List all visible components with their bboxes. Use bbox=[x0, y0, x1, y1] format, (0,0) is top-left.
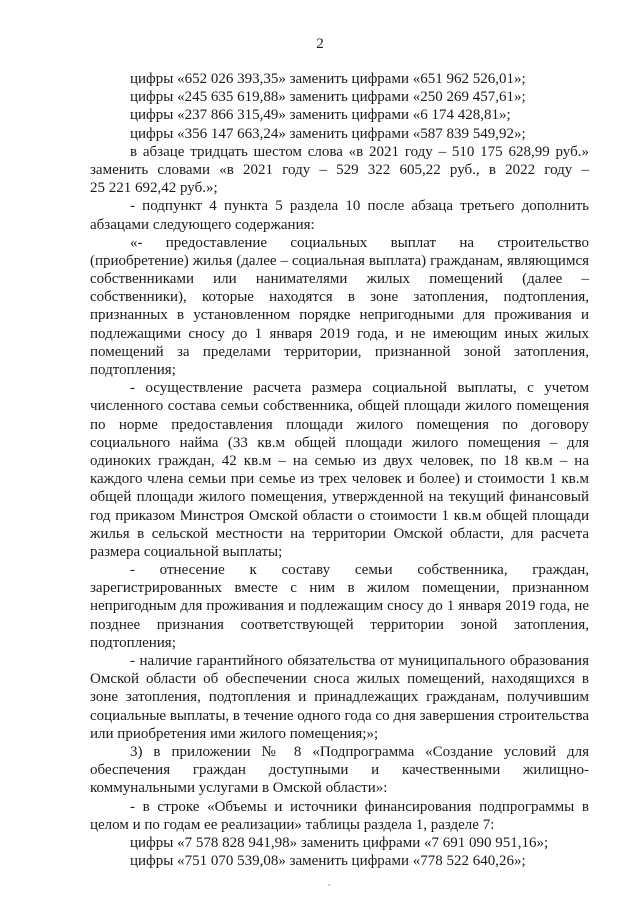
text-line: цифры «245 635 619,88» заменить цифрами «250 269 457,61»; bbox=[130, 89, 526, 106]
text-line: в абзаце тридцать шестом слова «в 2021 году – 510 175 628,99 руб.» bbox=[130, 143, 589, 160]
text-line: - осуществление расчета размера социальной выплаты, с учетом bbox=[130, 380, 589, 397]
text-line: заменить словами «в 2021 году – 529 322 605,22 руб., в 2022 году – bbox=[90, 161, 589, 178]
text-line: собственниками или нанимателями жилых помещений (далее – bbox=[90, 271, 589, 288]
text-line: признанных в установленном порядке непригодными для проживания и bbox=[90, 307, 589, 324]
text-line: по норме предоставления площади жилого помещения по договору bbox=[90, 416, 589, 433]
text-line: абзацами следующего содержания: bbox=[90, 216, 315, 233]
text-line: цифры «356 147 663,24» заменить цифрами «587 839 549,92»; bbox=[130, 125, 526, 142]
text-line: помещений за пределами территории, признанной зоной затопления, bbox=[90, 343, 589, 360]
text-line: - отнесение к составу семьи собственника, граждан, bbox=[130, 562, 589, 579]
text-line: социальные выплаты, в течение одного года со дня завершения строительства bbox=[90, 707, 589, 724]
text-line: целом и по годам ее реализации» таблицы раздела 1, разделе 7: bbox=[90, 816, 495, 833]
text-line: зоне затопления, подтопления и принадлежащих гражданам, получившим bbox=[90, 689, 589, 706]
text-line: собственники), которые находятся в зоне затопления, подтопления, bbox=[90, 289, 589, 306]
text-line: 25 221 692,42 руб.»; bbox=[90, 180, 218, 197]
document-body bbox=[90, 70, 589, 870]
text-line: цифры «652 026 393,35» заменить цифрами «651 962 526,01»; bbox=[130, 71, 526, 87]
text-line: цифры «7 578 828 941,98» заменить цифрами «7 691 090 951,16»; bbox=[130, 834, 549, 851]
text-line: коммунальными услугами в Омской области»: bbox=[90, 780, 388, 797]
text-line: подтопления; bbox=[90, 362, 176, 378]
text-line: одиноких граждан, 42 кв.м – на семью из двух человек, по 18 кв.м – на bbox=[90, 452, 589, 469]
text-line: цифры «237 866 315,49» заменить цифрами «6 174 428,81»; bbox=[130, 107, 511, 124]
text-line: обеспечения граждан доступными и качественными жилищно- bbox=[90, 762, 589, 779]
text-line: Омской области об обеспечении сноса жилых помещений, находящихся в bbox=[90, 671, 589, 688]
text-line: каждого члена семьи при семье из трех человек и более) и стоимости 1 кв.м bbox=[90, 471, 589, 488]
text-line: непригодным для проживания и подлежащим сносу до 1 января 2019 года, не bbox=[90, 598, 589, 615]
scan-dot bbox=[328, 884, 330, 886]
page-number: 2 bbox=[316, 36, 324, 52]
text-line: подлежащими сносу до 1 января 2019 года, и не имеющим иных жилых bbox=[90, 325, 589, 342]
text-line: или приобретения ими жилого помещения;»; bbox=[90, 725, 379, 742]
text-line: - наличие гарантийного обязательства от муниципального образования bbox=[130, 653, 589, 669]
text-line: - в строке «Объемы и источники финансирования подпрограммы в bbox=[130, 798, 589, 815]
text-line: 3) в приложении № 8 «Подпрограмма «Создание условий для bbox=[130, 743, 589, 760]
text-line: размера социальной выплаты; bbox=[90, 543, 283, 560]
text-line: жилья в сельской местности на территории Омской области, для расчета bbox=[90, 525, 589, 542]
text-line: общей площади жилого помещения, утвержденной на текущий финансовый bbox=[90, 489, 589, 506]
text-line: год приказом Минстроя Омской области о стоимости 1 кв.м общей площади bbox=[90, 507, 589, 524]
text-line: «- предоставление социальных выплат на строительство bbox=[130, 234, 589, 251]
text-line: позднее признания соответствующей территории зоной затопления, bbox=[90, 616, 589, 633]
text-line: социального найма (33 кв.м общей площади жилого помещения – для bbox=[90, 434, 589, 451]
text-line: (приобретение) жилья (далее – социальная выплата) гражданам, являющимся bbox=[90, 252, 589, 269]
text-line: зарегистрированных вместе с ним в жилом помещении, признанном bbox=[90, 580, 589, 597]
text-line: - подпункт 4 пункта 5 раздела 10 после абзаца третьего дополнить bbox=[130, 198, 589, 215]
text-line: численного состава семьи собственника, общей площади жилого помещения bbox=[90, 398, 589, 415]
text-line: подтопления; bbox=[90, 634, 176, 651]
text-line: цифры «751 070 539,08» заменить цифрами «778 522 640,26»; bbox=[130, 853, 526, 870]
